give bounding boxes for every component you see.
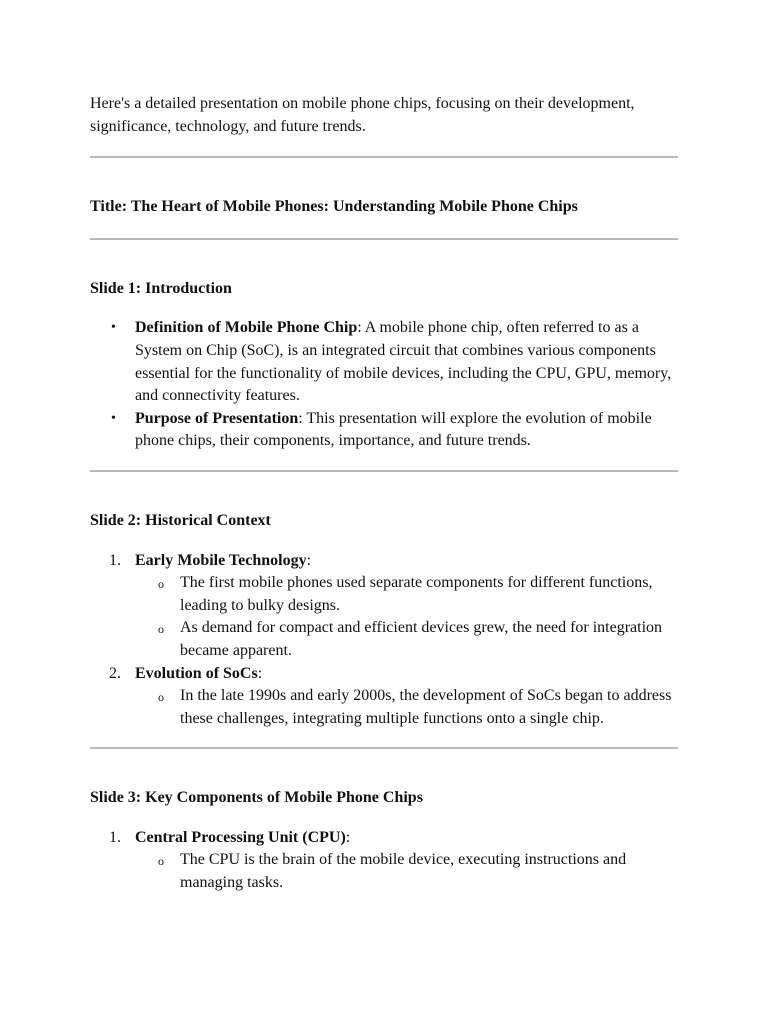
sub-list bbox=[135, 849, 678, 894]
list-item-number: 2. bbox=[109, 664, 121, 682]
list-item-text: : A mobile phone chip, often referred to as a System on Chip (SoC), is an integrated circuit that combines various components essential for the functionality of mobile devices, including the CPU, GPU, memory, and connectivity features. bbox=[135, 319, 672, 405]
slide-3-numbered-list bbox=[90, 827, 678, 895]
list-item bbox=[135, 408, 678, 453]
list-item-colon: : bbox=[306, 551, 312, 569]
sub-list-item: o The first mobile phones used separate components for different functions, leading to bulky designs. bbox=[180, 572, 678, 617]
list-item-colon: : bbox=[257, 664, 263, 682]
divider bbox=[90, 747, 678, 749]
list-item-text: : This presentation will explore the evolution of mobile phone chips, their components, importance, and future trends. bbox=[135, 409, 652, 450]
slide-3-heading: Slide 3: Key Components of Mobile Phone Chips bbox=[90, 789, 423, 807]
divider bbox=[90, 238, 678, 240]
intro-paragraph: Here's a detailed presentation on mobile phone chips, focusing on their development, significance, technology, and future trends. bbox=[90, 95, 635, 135]
slide-2-numbered-list bbox=[90, 550, 678, 731]
divider bbox=[90, 156, 678, 158]
list-item bbox=[109, 550, 678, 663]
slide-1-bullet-list bbox=[90, 317, 678, 453]
slide-1-heading: Slide 1: Introduction bbox=[90, 279, 232, 297]
sub-list bbox=[135, 685, 678, 730]
list-item bbox=[135, 317, 678, 407]
sub-list-item: o In the late 1990s and early 2000s, the development of SoCs began to address these challenges, integrating multiple functions onto a single chip. bbox=[180, 685, 678, 730]
presentation-title: Title: The Heart of Mobile Phones: Understanding Mobile Phone Chips bbox=[90, 198, 578, 216]
list-item-term: Definition of Mobile Phone Chip bbox=[135, 319, 358, 337]
list-item bbox=[109, 827, 678, 895]
list-item-term: Evolution of SoCs bbox=[135, 664, 258, 682]
sub-list-item: o The CPU is the brain of the mobile device, executing instructions and managing tasks. bbox=[180, 849, 678, 894]
list-item bbox=[109, 663, 678, 731]
sub-list-item: o As demand for compact and efficient devices grew, the need for integration became apparent. bbox=[180, 617, 678, 662]
list-item-colon: : bbox=[345, 828, 351, 846]
list-item-term: Early Mobile Technology bbox=[135, 551, 307, 569]
list-item-term: Central Processing Unit (CPU) bbox=[135, 828, 346, 846]
slide-2-heading: Slide 2: Historical Context bbox=[90, 511, 271, 529]
sub-list bbox=[135, 572, 678, 662]
list-item-number: 1. bbox=[109, 828, 121, 846]
divider bbox=[90, 470, 678, 472]
list-item-term: Purpose of Presentation bbox=[135, 409, 299, 427]
list-item-number: 1. bbox=[109, 551, 121, 569]
document-body bbox=[90, 93, 678, 912]
